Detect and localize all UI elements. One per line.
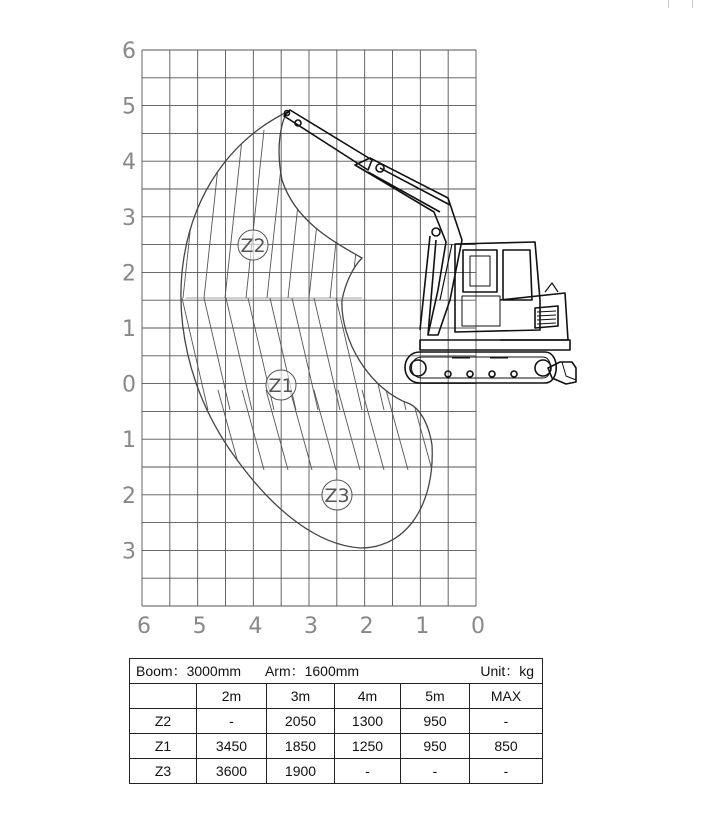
hatch-line	[424, 298, 450, 410]
y-tick-label: 1	[122, 317, 136, 342]
lift-capacity-table-wrapper	[129, 658, 542, 784]
y-tick-label: 3	[122, 539, 136, 565]
table-cell: -	[335, 759, 401, 784]
table-cell: -	[470, 759, 543, 784]
y-axis-ticks	[122, 39, 136, 564]
y-tick-label: 2	[122, 261, 136, 287]
x-axis-ticks	[137, 614, 485, 639]
zone-z3	[322, 480, 352, 510]
envelope-outer-curve	[181, 112, 432, 548]
hatch-line	[98, 390, 120, 470]
column-header-4m: 4m	[335, 684, 401, 709]
excavator-boom	[355, 158, 462, 335]
excavator-drawing	[284, 110, 576, 384]
table-header-info-row	[130, 659, 543, 684]
lift-capacity-table	[129, 658, 543, 784]
table-cell: 3450	[197, 734, 267, 759]
column-header-3m: 3m	[267, 684, 335, 709]
arm-length-label: Arm：1600mm	[264, 663, 360, 679]
hatch-line	[380, 298, 406, 410]
x-tick-label: 1	[415, 614, 430, 639]
hatch-line	[218, 390, 240, 470]
hatch-line	[314, 298, 340, 410]
column-header-blank	[130, 684, 197, 709]
zone-label-z1: Z1	[268, 375, 294, 397]
excavator-cab	[440, 242, 540, 332]
hatch-line	[338, 390, 360, 470]
zone-z2	[238, 230, 268, 260]
grid	[142, 50, 476, 606]
table-cell: 2050	[267, 709, 335, 734]
table-cell: 1250	[335, 734, 401, 759]
table-cell: 1900	[267, 759, 335, 784]
table-column-header-row	[130, 684, 543, 709]
y-tick-label: 3	[122, 205, 136, 231]
hatch-line	[266, 390, 288, 470]
zone-label-z3: Z3	[324, 485, 350, 507]
hatch-line	[336, 298, 362, 410]
y-tick-label: 4	[122, 150, 136, 176]
hatch-line	[362, 390, 384, 470]
hatch-line	[314, 390, 336, 470]
table-row	[130, 709, 543, 734]
x-tick-label: 4	[248, 614, 263, 639]
hatch-line	[358, 298, 384, 410]
hatch-line	[94, 298, 120, 410]
x-tick-label: 3	[304, 614, 318, 639]
table-cell: 1300	[335, 709, 401, 734]
hatch-line	[146, 390, 168, 470]
excavator-turntable	[420, 340, 570, 350]
table-row	[130, 734, 543, 759]
y-tick-label: 2	[122, 483, 136, 509]
column-header-5m: 5m	[401, 684, 470, 709]
row-zone-label: Z3	[130, 759, 197, 784]
excavator-tracks	[405, 352, 556, 383]
hatch-line	[292, 298, 318, 410]
table-cell: -	[401, 759, 470, 784]
row-zone-label: Z2	[130, 709, 197, 734]
unit-label: Unit：kg	[480, 663, 535, 679]
hatch-line	[226, 298, 252, 410]
hatch-line	[434, 390, 456, 470]
boom-length-label: Boom：3000mm	[136, 663, 242, 679]
y-tick-label: 1	[122, 428, 136, 454]
table-cell: 950	[401, 734, 470, 759]
table-cell: 950	[401, 709, 470, 734]
table-row	[130, 759, 543, 784]
x-tick-label: 2	[359, 614, 374, 639]
table-cell: 850	[470, 734, 543, 759]
table-cell: 1850	[267, 734, 335, 759]
x-tick-label: 0	[471, 614, 485, 639]
hatch-line	[182, 298, 208, 410]
hatch-line	[170, 390, 192, 470]
table-cell: -	[470, 709, 543, 734]
hatch-line	[402, 298, 428, 410]
x-tick-label: 5	[192, 614, 207, 639]
column-header-max: MAX	[470, 684, 543, 709]
working-range-envelope	[181, 112, 432, 548]
column-header-2m: 2m	[197, 684, 267, 709]
row-zone-label: Z1	[130, 734, 197, 759]
zone-z1	[266, 370, 296, 400]
y-tick-label: 6	[122, 39, 136, 64]
hatch-line	[204, 298, 230, 410]
y-tick-label: 0	[122, 372, 136, 398]
y-tick-label: 5	[122, 94, 136, 120]
table-cell: -	[197, 709, 267, 734]
table-cell: 3600	[197, 759, 267, 784]
x-tick-label: 6	[137, 614, 151, 639]
zone-label-z2: Z2	[240, 235, 266, 257]
